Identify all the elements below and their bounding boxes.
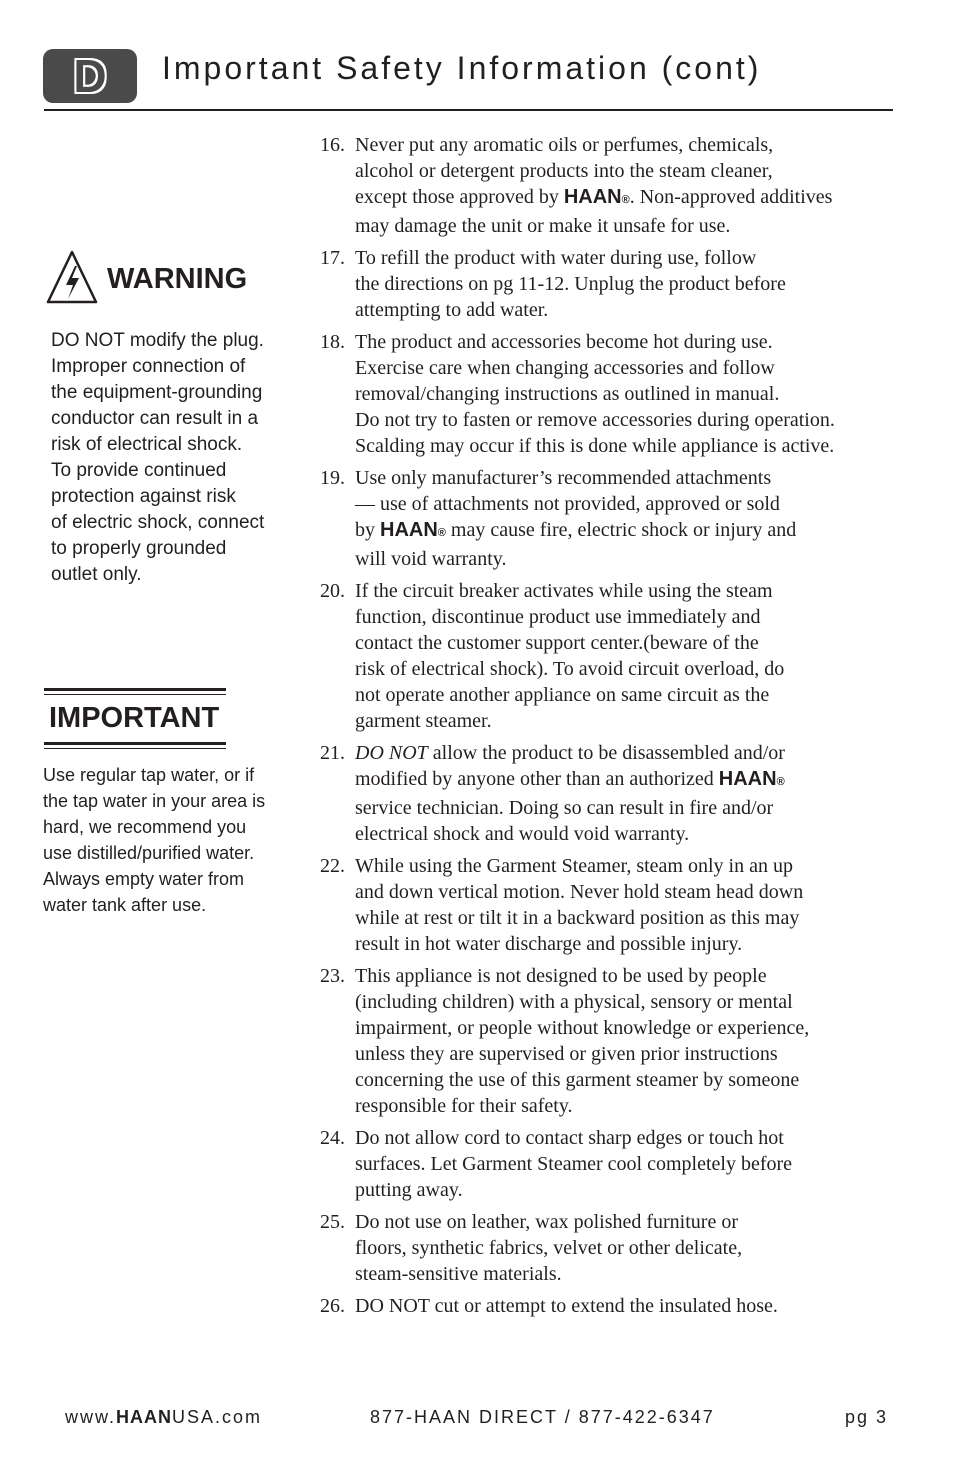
item-text: The product and accessories become hot during use. Exercise care when changing accessories and follow removal/changing instructions as outlined in manual. Do not try to fasten or remove accessories during operation. Scalding may occur if this is done while appliance is active.: [355, 331, 835, 457]
item-text: Do not use on leather, wax polished furniture or floors, synthetic fabrics, velvet or other delicate, steam-sensitive materials.: [355, 1211, 743, 1285]
section-badge: [43, 49, 137, 103]
list-item: [320, 245, 895, 323]
item-text-part: may cause fire, electric shock or injury and will void warranty.: [355, 519, 797, 570]
footer-url-prefix: www.: [65, 1407, 117, 1427]
list-item: [320, 329, 895, 459]
list-item: [320, 1209, 895, 1287]
list-item: [320, 740, 895, 847]
item-number: 21.: [320, 742, 345, 764]
item-text: To refill the product with water during use, follow the directions on pg 11-12. Unplug the product before attempting to add water.: [355, 247, 786, 321]
item-number: 16.: [320, 134, 345, 156]
important-bottom-rule-thin: [44, 748, 226, 749]
item-text-part: Use only manufacturer’s recommended attachments — use of attachments not provided, approved or sold by: [355, 467, 780, 541]
list-item: [320, 853, 895, 957]
registered-mark: ®: [621, 194, 630, 206]
item-text-part: Never put any aromatic oils or perfumes, chemicals, alcohol or detergent products into the steam cleaner, except those approved by: [355, 134, 774, 208]
list-item: [320, 963, 895, 1119]
item-text: Do not allow cord to contact sharp edges or touch hot surfaces. Let Garment Steamer cool completely before putting away.: [355, 1127, 793, 1201]
list-item: [320, 1125, 895, 1203]
list-item: [320, 1293, 895, 1319]
item-text: DO NOT cut or attempt to extend the insulated hose.: [355, 1295, 778, 1317]
list-item: [320, 465, 895, 572]
item-number: 19.: [320, 467, 345, 489]
section-letter: D: [73, 50, 107, 102]
item-number: 20.: [320, 580, 345, 602]
registered-mark: ®: [776, 776, 785, 788]
page-title: Important Safety Information (cont): [162, 50, 762, 86]
item-text: This appliance is not designed to be used by people (including children) with a physical, sensory or mental impairment, or people without knowledge or experience, unless they are supervised or given prior instructions concerning the use of this garment steamer by someone responsible for their safety.: [355, 965, 810, 1117]
footer-page-number: pg 3: [845, 1407, 889, 1427]
item-number: 17.: [320, 247, 345, 269]
registered-mark: ®: [437, 527, 446, 539]
item-number: 18.: [320, 331, 345, 353]
item-text: If the circuit breaker activates while using the steam function, discontinue product use immediately and contact the customer support center.(beware of the risk of electrical shock). To avoid circuit overload, do not operate another appliance on same circuit as the garment steamer.: [355, 580, 785, 732]
warning-text: DO NOT modify the plug. Improper connection of the equipment-grounding conductor can result in a risk of electrical shock. To provide continued protection against risk of electric shock, connect to properly grounded outlet only.: [51, 330, 265, 585]
item-number: 26.: [320, 1295, 345, 1317]
list-item: [320, 578, 895, 734]
important-text: Use regular tap water, or if the tap water in your area is hard, we recommend you use distilled/purified water. Always empty water from water tank after use.: [43, 765, 266, 915]
warning-title: WARNING: [107, 263, 248, 295]
item-text-part: service technician. Doing so can result in fire and/or electrical shock and would void warranty.: [355, 797, 774, 845]
electric-hazard-triangle-icon: [46, 249, 98, 305]
important-top-rule: [44, 688, 226, 691]
item-text: While using the Garment Steamer, steam only in an up and down vertical motion. Never hold steam head down while at rest or tilt it in a backward position as this may result in hot water discharge and possible injury.: [355, 855, 804, 955]
item-number: 22.: [320, 855, 345, 877]
item-italic-lead: DO NOT: [355, 742, 428, 764]
item-text: [355, 742, 785, 845]
important-title: IMPORTANT: [49, 702, 220, 734]
important-bottom-rule: [44, 742, 226, 745]
footer-url-suffix: USA.com: [172, 1407, 263, 1427]
brand-name: HAAN: [380, 519, 438, 541]
item-text-part: . Non-approved additives may damage the unit or make it unsafe for use.: [355, 186, 833, 237]
safety-list: [320, 132, 895, 1325]
footer-url-brand: HAAN: [116, 1407, 173, 1427]
item-text-part: allow the product to be disassembled and/or modified by anyone other than an authorized: [355, 742, 785, 790]
brand-name: HAAN: [563, 186, 622, 208]
list-item: [320, 132, 895, 239]
item-number: 24.: [320, 1127, 345, 1149]
footer-website[interactable]: [65, 1407, 262, 1428]
brand-name: HAAN: [718, 768, 777, 790]
item-number: 25.: [320, 1211, 345, 1233]
footer-phone: 877-HAAN DIRECT / 877-422-6347: [370, 1407, 715, 1427]
item-text: [355, 134, 832, 237]
item-text: [355, 467, 796, 570]
important-top-rule-thin: [44, 694, 226, 695]
item-number: 23.: [320, 965, 345, 987]
header-divider: [44, 109, 893, 111]
